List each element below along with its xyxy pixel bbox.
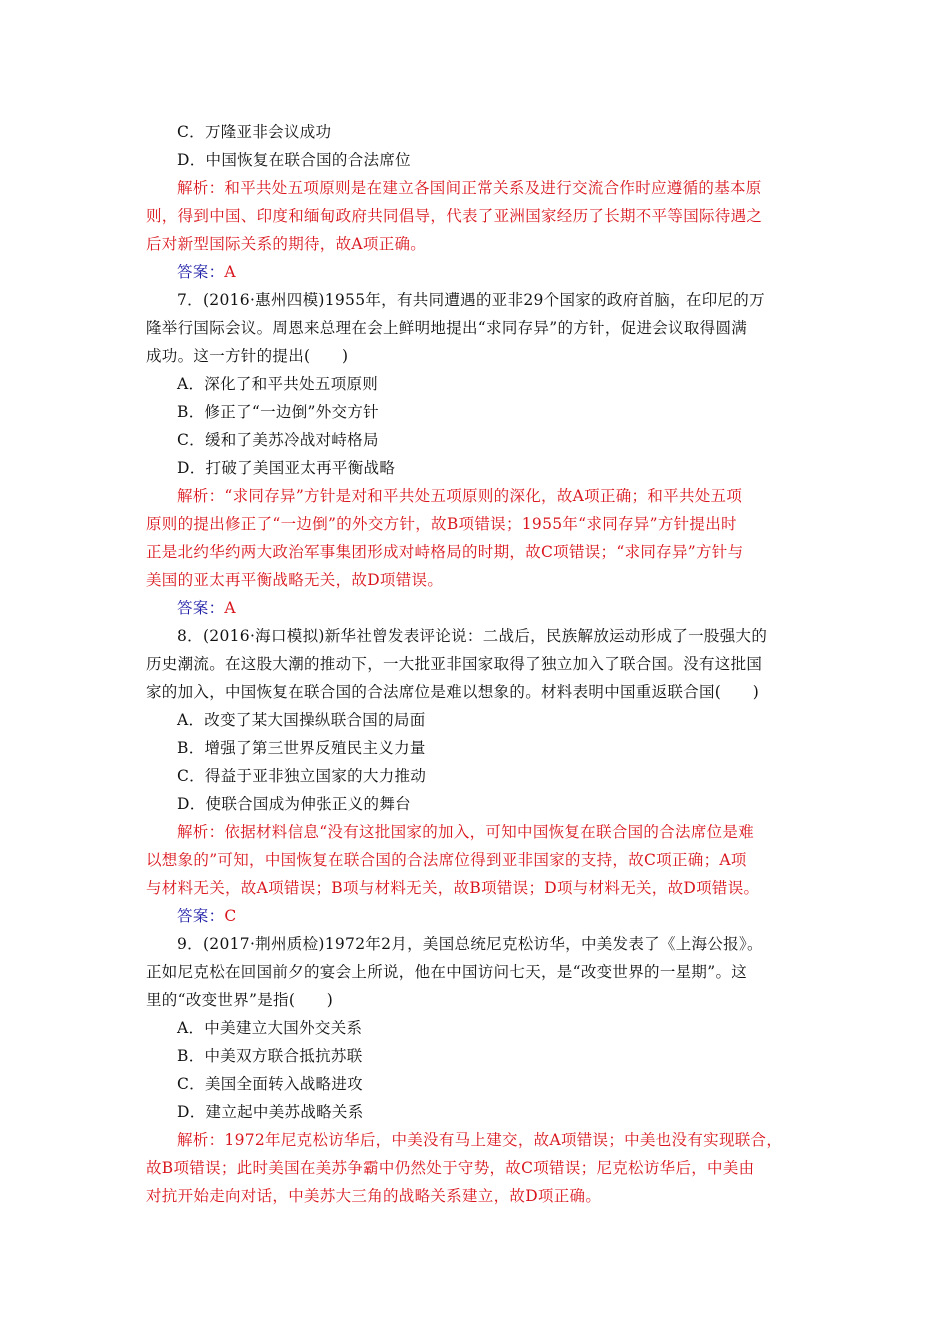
analysis-line: 解析：和平共处五项原则是在建立各国间正常关系及进行交流合作时应遵循的基本原 <box>177 179 762 197</box>
analysis-label: 解析： <box>177 179 225 197</box>
analysis-line: 后对新型国际关系的期待，故A项正确。 <box>146 235 427 253</box>
analysis-line: 则，得到中国、印度和缅甸政府共同倡导，代表了亚洲国家经历了长期不平等国际待遇之 <box>146 207 763 225</box>
question-stem-line: 隆举行国际会议。周恩来总理在会上鲜明地提出“求同存异”的方针，促进会议取得圆满 <box>146 319 748 337</box>
question-stem-line: 9．(2017·荆州质检)1972年2月，美国总统尼克松访华，中美发表了《上海公报》。 <box>177 935 763 953</box>
analysis-label: 解析： <box>177 487 225 505</box>
question-8 <box>146 622 810 930</box>
option-b: B．修正了“一边倒”外交方针 <box>177 403 379 421</box>
question-stem-line: 正如尼克松在回国前夕的宴会上所说，他在中国访问七天，是“改变世界的一星期”。这 <box>146 963 748 981</box>
analysis-label: 解析： <box>177 823 225 841</box>
document-page <box>146 118 810 1210</box>
answer-line <box>146 258 810 286</box>
option-c: C．美国全面转入战略进攻 <box>177 1075 363 1093</box>
analysis-line: 正是北约华约两大政治军事集团形成对峙格局的时期，故C项错误；“求同存异”方针与 <box>146 543 744 561</box>
analysis-line: 以想象的”可知，中国恢复在联合国的合法席位得到亚非国家的支持，故C项正确；A项 <box>146 851 747 869</box>
answer-value: A <box>224 599 236 617</box>
question-stem-line: 成功。这一方针的提出( ) <box>146 347 349 365</box>
option-a: A．改变了某大国操纵联合国的局面 <box>177 711 426 729</box>
analysis-line: 美国的亚太再平衡战略无关，故D项错误。 <box>146 571 444 589</box>
analysis-line: 解析：1972年尼克松访华后，中美没有马上建交，故A项错误；中美也没有实现联合， <box>177 1131 783 1149</box>
question-stem-line: 7．(2016·惠州四模)1955年，有共同遭遇的亚非29个国家的政府首脑，在印尼的万 <box>177 291 765 309</box>
question-stem-line: 8．(2016·海口模拟)新华社曾发表评论说：二战后，民族解放运动形成了一股强大的 <box>177 627 768 645</box>
answer-label: 答案： <box>177 907 225 925</box>
answer-line <box>146 594 810 622</box>
question-stem-line: 历史潮流。在这股大潮的推动下，一大批亚非国家取得了独立加入了联合国。没有这批国 <box>146 655 763 673</box>
question-stem-line: 里的“改变世界”是指( ) <box>146 991 334 1009</box>
option-c: C．缓和了美苏冷战对峙格局 <box>177 431 379 449</box>
option-d: D．中国恢复在联合国的合法席位 <box>177 151 411 169</box>
answer-label: 答案： <box>177 263 225 281</box>
option-a: A．中美建立大国外交关系 <box>177 1019 363 1037</box>
analysis-line: 对抗开始走向对话，中美苏大三角的战略关系建立，故D项正确。 <box>146 1187 602 1205</box>
option-a: A．深化了和平共处五项原则 <box>177 375 379 393</box>
option-d: D．建立起中美苏战略关系 <box>177 1103 364 1121</box>
question-7 <box>146 286 810 622</box>
answer-line <box>146 902 810 930</box>
option-b: B．中美双方联合抵抗苏联 <box>177 1047 363 1065</box>
option-b: B．增强了第三世界反殖民主义力量 <box>177 739 426 757</box>
analysis-line: 与材料无关，故A项错误；B项与材料无关，故B项错误；D项与材料无关，故D项错误。 <box>146 879 760 897</box>
question-9 <box>146 930 810 1210</box>
analysis-label: 解析： <box>177 1131 225 1149</box>
option-c: C．得益于亚非独立国家的大力推动 <box>177 767 427 785</box>
analysis-line: 故B项错误；此时美国在美苏争霸中仍然处于守势，故C项错误；尼克松访华后，中美由 <box>146 1159 755 1177</box>
question-6-tail <box>146 118 810 286</box>
analysis-line: 解析：“求同存异”方针是对和平共处五项原则的深化，故A项正确；和平共处五项 <box>177 487 743 505</box>
analysis-line: 原则的提出修正了“一边倒”的外交方针，故B项错误；1955年“求同存异”方针提出时 <box>146 515 737 533</box>
option-d: D．使联合国成为伸张正义的舞台 <box>177 795 411 813</box>
question-stem-line: 家的加入，中国恢复在联合国的合法席位是难以想象的。材料表明中国重返联合国( ) <box>146 683 760 701</box>
option-c: C．万隆亚非会议成功 <box>177 123 332 141</box>
answer-value: A <box>224 263 236 281</box>
option-d: D．打破了美国亚太再平衡战略 <box>177 459 396 477</box>
answer-value: C <box>224 907 237 925</box>
analysis-line: 解析：依据材料信息“没有这批国家的加入，可知中国恢复在联合国的合法席位是难 <box>177 823 755 841</box>
answer-label: 答案： <box>177 599 225 617</box>
